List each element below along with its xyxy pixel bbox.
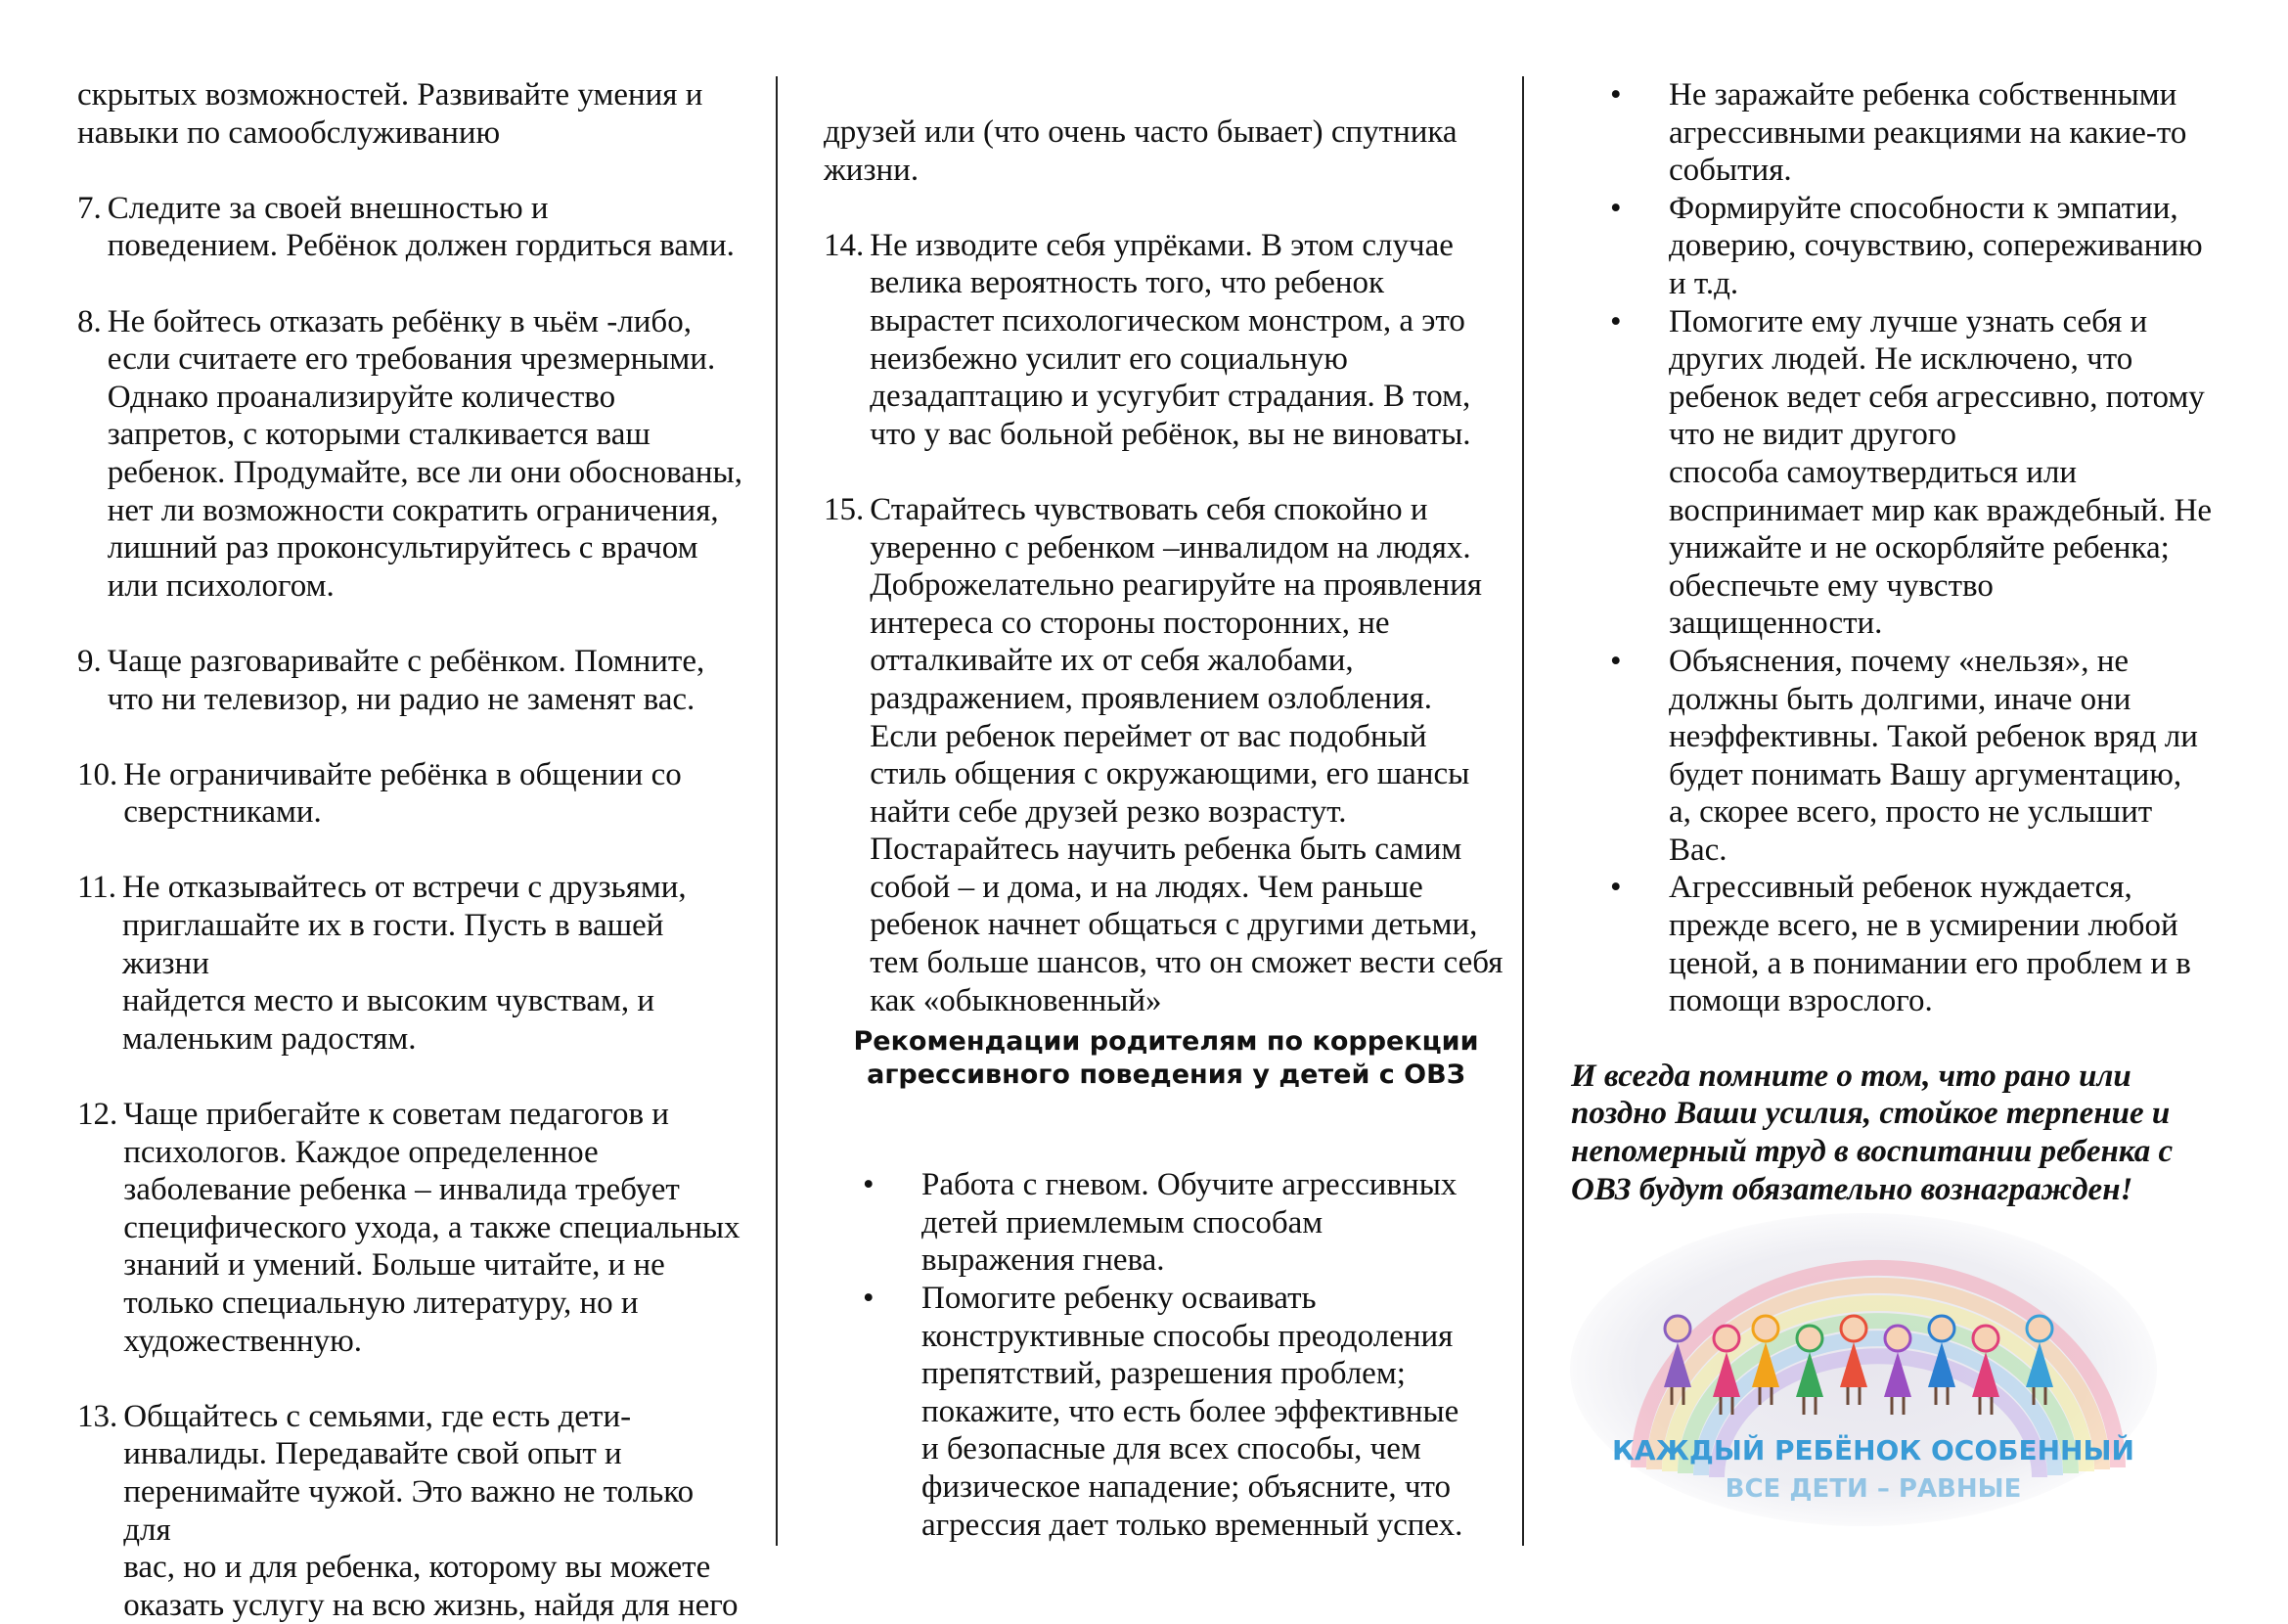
- text-line: • Не заражайте ребенка собственными: [1669, 77, 2177, 113]
- text-line: навыки по самообслуживанию: [77, 114, 501, 151]
- text-line: Постарайтесь научить ребенка быть самим: [870, 832, 1462, 868]
- text-line: агрессия дает только временный успех.: [921, 1507, 1463, 1543]
- text-line: друзей или (что очень часто бывает) спутника: [824, 114, 1458, 150]
- text-line: неизбежно усилит его социальную: [870, 340, 1348, 377]
- text-line: прежде всего, не в усмирении любой: [1669, 908, 2178, 944]
- text-line: Рекомендации родителям по коррекции: [853, 1026, 1479, 1058]
- text-line: • Работа с гневом. Обучите агрессивных: [921, 1167, 1458, 1203]
- item-text: [123, 1096, 740, 1360]
- item-number: 14.: [824, 227, 865, 263]
- emblem-line-2: ВСЕ ДЕТИ – РАВНЫЕ: [1725, 1474, 2022, 1504]
- text-line: способа самоутвердиться или: [1669, 454, 2078, 490]
- text-line: обеспечьте ему чувство: [1669, 567, 1994, 604]
- item-text: [123, 756, 682, 832]
- item-number: 15.: [824, 491, 865, 527]
- item-number: 10.: [77, 756, 118, 792]
- text-line: интереса со стороны посторонних, не: [870, 605, 1390, 641]
- text-line: а, скорее всего, просто не услышит: [1669, 794, 2153, 831]
- text-line: ребенок. Продумайте, все ли они обоснованы,: [107, 454, 742, 490]
- list-item: [1571, 869, 2231, 1019]
- column-divider: [1522, 76, 1524, 1546]
- text-line: лишний раз проконсультируйтесь с врачом: [107, 530, 698, 566]
- item-text: [108, 303, 742, 606]
- text-line: физическое нападение; объясните, что: [921, 1469, 1451, 1505]
- text-line: и безопасные для всех способы, чем: [921, 1431, 1421, 1467]
- text-line: жизни.: [824, 152, 920, 188]
- text-line: художественную.: [123, 1323, 363, 1359]
- text-line: собой – и дома, и на людях. Чем раньше: [870, 869, 1423, 905]
- text-line: выражения гнева.: [921, 1242, 1165, 1279]
- text-line: ОВЗ будут обязательно вознагражден!: [1571, 1171, 2133, 1207]
- text-line: неэффективны. Такой ребенок вряд ли: [1669, 719, 2198, 755]
- text-line: скрытых возможностей. Развивайте умения и: [77, 77, 703, 113]
- text-line: события.: [1669, 153, 1792, 189]
- text-line: или психологом.: [107, 567, 335, 604]
- text-line: как «обыкновенный»: [870, 982, 1162, 1018]
- text-line: агрессивного поведения у детей с ОВЗ: [867, 1060, 1465, 1091]
- list-item: [824, 1166, 1508, 1280]
- text-line: препятствий, разрешения проблем;: [921, 1356, 1406, 1392]
- text-line: оказать услугу на всю жизнь, найдя для него: [123, 1587, 739, 1623]
- text-line: вырастет психологическом монстром, а это: [870, 302, 1465, 338]
- text-line: непомерный труд в воспитании ребенка с: [1571, 1134, 2174, 1170]
- text-line: и т.д.: [1669, 265, 1739, 301]
- text-line: • Формируйте способности к эмпатии,: [1669, 190, 2178, 226]
- text-line: Однако проанализируйте количество: [107, 379, 616, 415]
- text-line: нет ли возможности сократить ограничения,: [107, 492, 719, 528]
- item-text: [108, 190, 735, 265]
- text-line: заболевание ребенка – инвалида требует: [123, 1172, 680, 1208]
- text-line: найдется место и высоким чувствам, и: [122, 983, 655, 1019]
- intro-text: [77, 76, 742, 152]
- numbered-recommendation: [77, 1398, 742, 1624]
- text-line: специфического ухода, а также специальных: [123, 1209, 740, 1245]
- numbered-recommendation: [77, 1096, 742, 1360]
- text-line: ребенок начнет общаться с другими детьми,: [870, 907, 1478, 943]
- numbered-recommendation: [824, 227, 1508, 454]
- item-number: 11.: [77, 870, 117, 906]
- text-line: покажите, что есть более эффективные: [921, 1393, 1459, 1429]
- column-3: [1571, 76, 2231, 1208]
- text-line: будет понимать Вашу аргументацию,: [1669, 756, 2182, 792]
- text-line: что у вас больной ребёнок, вы не виноваты.: [870, 416, 1471, 452]
- text-line: должны быть долгими, иначе они: [1669, 681, 2131, 717]
- list-item: [1571, 76, 2231, 190]
- text-line: вас, но и для ребенка, которому вы можете: [123, 1550, 711, 1586]
- numbered-recommendation: [77, 869, 742, 1058]
- text-line: сверстниками.: [123, 794, 322, 831]
- text-line: маленьким радостям.: [122, 1020, 417, 1057]
- text-line: только специальную литературу, но и: [123, 1286, 639, 1321]
- text-line: Следите за своей внешностью и: [107, 190, 549, 226]
- numbered-recommendation: [824, 491, 1508, 1019]
- item-number: 13.: [77, 1398, 118, 1434]
- bullet-list: [1571, 76, 2231, 1020]
- text-line: • Помогите ребенку осваивать: [921, 1281, 1317, 1317]
- text-line: других людей. Не исключено, что: [1669, 341, 2133, 378]
- text-line: детей приемлемым способам: [921, 1204, 1323, 1241]
- text-line: Не ограничивайте ребёнка в общении со: [123, 756, 682, 792]
- list-item: [1571, 190, 2231, 303]
- text-line: доверию, сочувствию, сопереживанию: [1669, 228, 2203, 264]
- text-line: поздно Ваши усилия, стойкое терпение и: [1571, 1096, 2171, 1132]
- text-line: Вас.: [1669, 832, 1727, 868]
- section-heading: [824, 1025, 1508, 1092]
- column-1: [77, 76, 742, 1624]
- text-line: • Агрессивный ребенок нуждается,: [1669, 870, 2132, 906]
- item-text: [870, 227, 1470, 454]
- text-line: защищенности.: [1669, 606, 1883, 642]
- text-line: воспринимает мир как враждебный. Не: [1669, 492, 2213, 528]
- text-line: раздражением, проявлением озлобления.: [870, 680, 1433, 716]
- text-line: если считаете его требования чрезмерными.: [107, 341, 716, 378]
- item-text: [870, 491, 1503, 1019]
- text-line: • Помогите ему лучше узнать себя и: [1669, 303, 2148, 339]
- text-line: знаний и умений. Больше читайте, и не: [123, 1247, 665, 1284]
- rainbow-children-emblem-icon: [1570, 1213, 2157, 1536]
- text-line: ценой, а в понимании его проблем и в: [1669, 945, 2191, 981]
- text-line: Чаще прибегайте к советам педагогов и: [123, 1097, 669, 1133]
- text-line: запретов, с которыми сталкивается ваш: [107, 417, 651, 453]
- item-number: 12.: [77, 1097, 118, 1133]
- intro-text: [824, 113, 1508, 189]
- text-line: найти себе друзей резко возрастут.: [870, 793, 1347, 830]
- text-line: агрессивными реакциями на какие-то: [1669, 114, 2187, 151]
- text-line: помощи взрослого.: [1669, 983, 1933, 1019]
- text-line: Доброжелательно реагируйте на проявления: [870, 567, 1482, 604]
- text-line: уверенно с ребенком –инвалидом на людях.: [870, 529, 1471, 565]
- text-line: И всегда помните о том, что рано или: [1571, 1058, 2131, 1094]
- item-text: [123, 1398, 742, 1624]
- text-line: Общайтесь с семьями, где есть дети-: [123, 1398, 632, 1434]
- text-line: Не бойтесь отказать ребёнку в чьём -либо,: [107, 303, 692, 339]
- text-line: Не отказывайтесь от встречи с друзьями,: [122, 870, 687, 906]
- item-number: 9.: [77, 643, 102, 679]
- list-item: [1571, 303, 2231, 643]
- text-line: перенимайте чужой. Это важно не только для: [123, 1473, 695, 1548]
- numbered-recommendation: [77, 643, 742, 718]
- text-line: стиль общения с окружающими, его шансы: [870, 756, 1470, 792]
- item-text: [108, 643, 705, 718]
- bullet-list: [824, 1166, 1508, 1544]
- numbered-recommendation: [77, 303, 742, 606]
- text-line: поведением. Ребёнок должен гордиться вами.: [107, 228, 735, 264]
- closing-note: [1571, 1058, 2231, 1208]
- numbered-recommendation: [77, 190, 742, 265]
- column-divider: [776, 76, 778, 1546]
- text-line: инвалиды. Передавайте свой опыт и: [123, 1436, 622, 1472]
- emblem-line-1: КАЖДЫЙ РЕБЁНОК ОСОБЕННЫЙ: [1612, 1434, 2134, 1466]
- text-line: приглашайте их в гости. Пусть в вашей жизни: [122, 908, 664, 981]
- text-line: унижайте и не оскорбляйте ребенка;: [1669, 530, 2170, 566]
- item-number: 7.: [77, 190, 102, 226]
- text-line: • Объяснения, почему «нельзя», не: [1669, 643, 2130, 679]
- item-number: 8.: [77, 303, 102, 339]
- text-line: Старайтесь чувствовать себя спокойно и: [870, 491, 1428, 527]
- text-line: велика вероятность того, что ребенок: [870, 265, 1385, 301]
- text-line: психологов. Каждое определенное: [123, 1134, 599, 1170]
- list-item: [1571, 643, 2231, 870]
- text-line: Если ребенок переймет от вас подобный: [870, 718, 1427, 754]
- list-item: [824, 1280, 1508, 1544]
- column-2: [824, 113, 1508, 1544]
- text-line: конструктивные способы преодоления: [921, 1318, 1454, 1354]
- text-line: ребенок ведет себя агрессивно, потому: [1669, 379, 2205, 415]
- text-line: Не изводите себя упрёками. В этом случае: [870, 227, 1454, 263]
- text-line: дезадаптацию и усугубит страдания. В том,: [870, 379, 1471, 415]
- text-line: Чаще разговаривайте с ребёнком. Помните,: [107, 643, 705, 679]
- text-line: отталкивайте их от себя жалобами,: [870, 643, 1354, 679]
- item-text: [122, 869, 742, 1058]
- text-line: что ни телевизор, ни радио не заменят вас.: [107, 681, 695, 717]
- text-line: что не видит другого: [1669, 417, 1957, 453]
- text-line: тем больше шансов, что он сможет вести себя: [870, 945, 1503, 981]
- numbered-recommendation: [77, 756, 742, 832]
